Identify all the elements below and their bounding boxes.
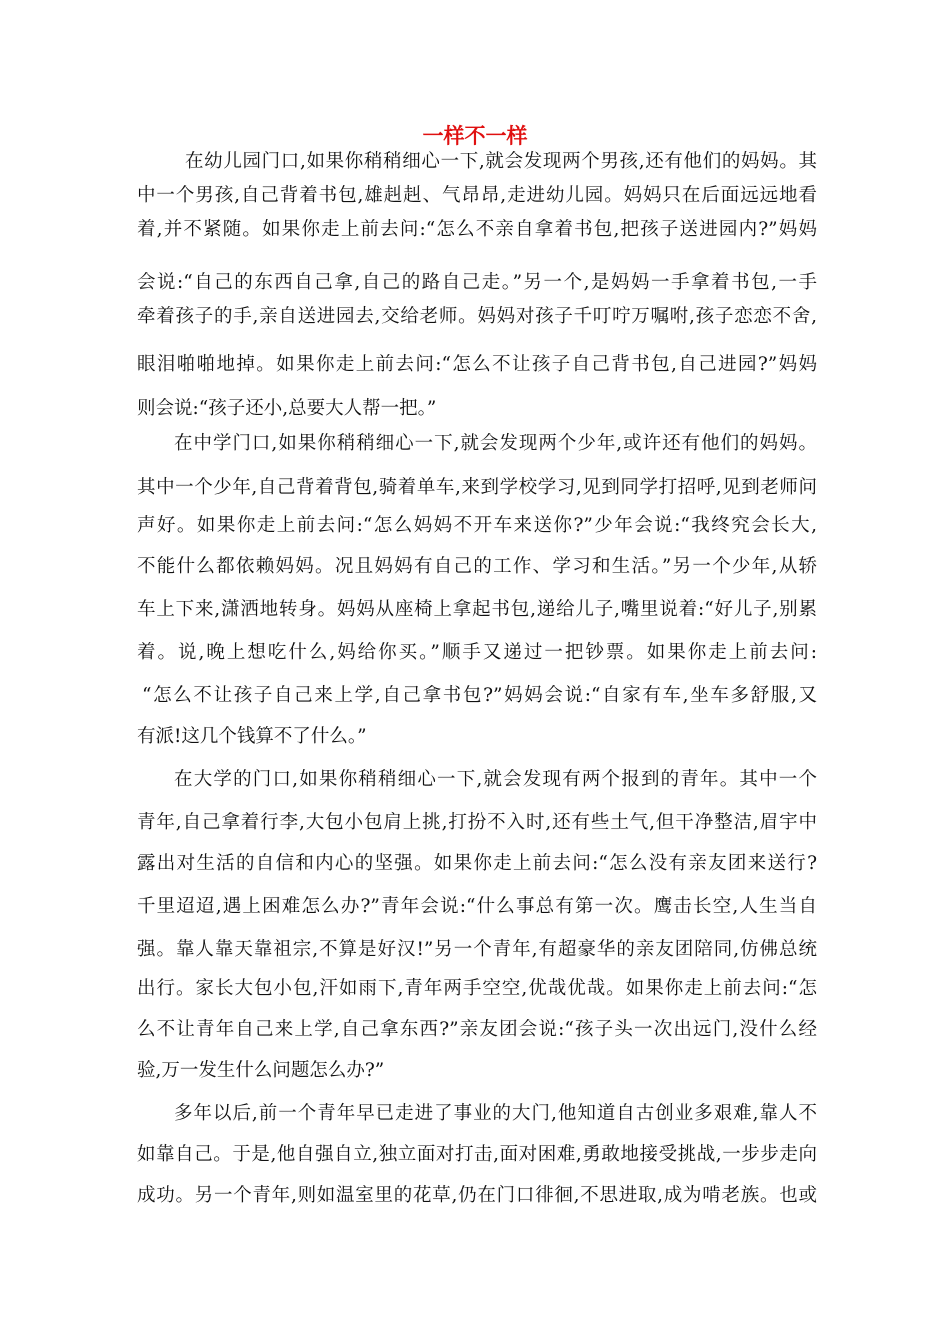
paragraph-line: 不能什么都依赖妈妈。况且妈妈有自己的工作、学习和生活。”另一个少年,从轿 — [137, 556, 817, 577]
paragraph-line: 中一个男孩,自己背着书包,雄赳赳、气昂昂,走进幼儿园。妈妈只在后面远远地看 — [137, 185, 817, 206]
paragraph-line: 着。说,晚上想吃什么,妈给你买。”顺手又递过一把钞票。如果你走上前去问: — [137, 642, 817, 663]
paragraph-line: 在中学门口,如果你稍稍细心一下,就会发现两个少年,或许还有他们的妈妈。 — [174, 433, 817, 454]
paragraph-line: 多年以后,前一个青年早已走进了事业的大门,他知道自古创业多艰难,靠人不 — [174, 1103, 817, 1124]
paragraph-line: 车上下来,潇洒地转身。妈妈从座椅上拿起书包,递给儿子,嘴里说着:“好儿子,别累 — [137, 599, 817, 620]
document-title: 一样不一样 — [422, 123, 528, 148]
paragraph-line: 则会说:“孩子还小,总要大人帮一把。” — [137, 398, 437, 419]
paragraph-line: 么不让青年自己来上学,自己拿东西?”亲友团会说:“孩子头一次出远门,没什么经 — [137, 1019, 817, 1040]
paragraph-line: 牵着孩子的手,亲自送进园去,交给老师。妈妈对孩子千叮咛万嘱咐,孩子恋恋不舍, — [137, 306, 817, 327]
paragraph-line: 在幼儿园门口,如果你稍稍细心一下,就会发现两个男孩,还有他们的妈妈。其 — [185, 151, 817, 172]
paragraph-line: 声好。如果你走上前去问:“怎么妈妈不开车来送你?”少年会说:“我终究会长大, — [137, 515, 817, 536]
paragraph-line: 有派!这几个钱算不了什么。” — [137, 726, 367, 747]
paragraph-line: 着,并不紧随。如果你走上前去问:“怎么不亲自拿着书包,把孩子送进园内?”妈妈 — [137, 219, 817, 240]
paragraph-line: 千里迢迢,遇上困难怎么办?”青年会说:“什么事总有第一次。鹰击长空,人生当自 — [137, 896, 817, 917]
paragraph-line: 强。靠人靠天靠祖宗,不算是好汉!”另一个青年,有超豪华的亲友团陪同,仿佛总统 — [137, 939, 817, 960]
paragraph-line: 在大学的门口,如果你稍稍细心一下,就会发现有两个报到的青年。其中一个 — [174, 769, 817, 790]
paragraph-line: 会说:“自己的东西自己拿,自己的路自己走。”另一个,是妈妈一手拿着书包,一手 — [137, 272, 817, 293]
paragraph-line: “怎么不让孩子自己来上学,自己拿书包?”妈妈会说:“自家有车,坐车多舒服,又 — [142, 685, 817, 706]
paragraph-line: 成功。另一个青年,则如温室里的花草,仍在门口徘徊,不思进取,成为啃老族。也或 — [137, 1185, 817, 1206]
paragraph-line: 其中一个少年,自己背着背包,骑着单车,来到学校学习,见到同学打招呼,见到老师问 — [137, 477, 817, 498]
paragraph-line: 出行。家长大包小包,汗如雨下,青年两手空空,优哉优哉。如果你走上前去问:“怎 — [137, 978, 817, 999]
paragraph-line: 露出对生活的自信和内心的坚强。如果你走上前去问:“怎么没有亲友团来送行? — [137, 853, 817, 874]
paragraph-line: 青年,自己拿着行李,大包小包肩上挑,打扮不入时,还有些土气,但干净整洁,眉宇中 — [137, 812, 817, 833]
paragraph-line: 眼泪啪啪地掉。如果你走上前去问:“怎么不让孩子自己背书包,自己进园?”妈妈 — [137, 354, 817, 375]
paragraph-line: 验,万一发生什么问题怎么办?” — [137, 1060, 385, 1081]
paragraph-line: 如靠自己。于是,他自强自立,独立面对打击,面对困难,勇敢地接受挑战,一步步走向 — [137, 1144, 817, 1165]
